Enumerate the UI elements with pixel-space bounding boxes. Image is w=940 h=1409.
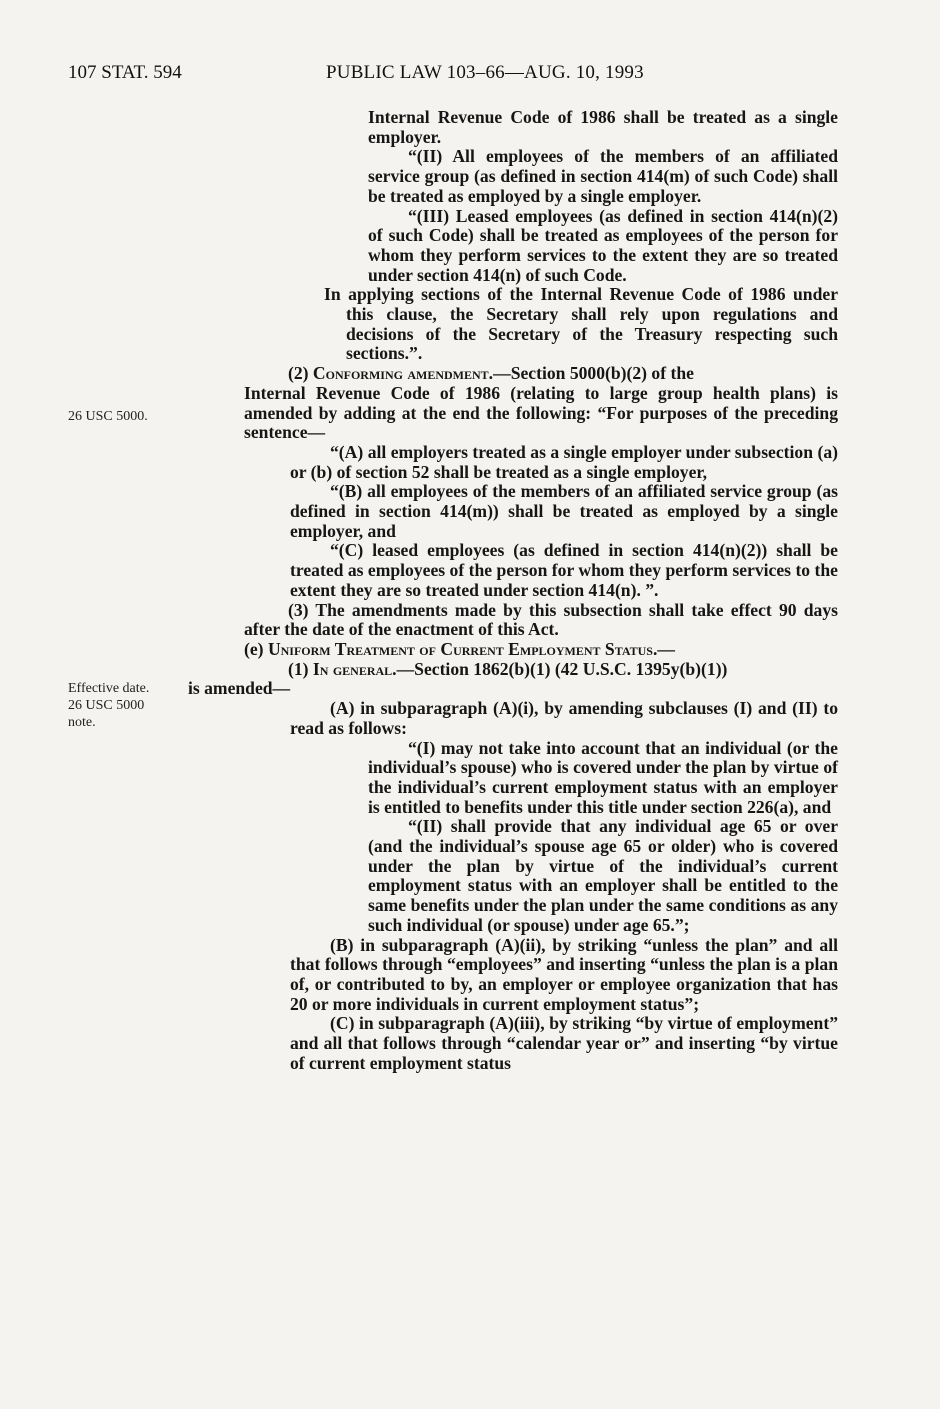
law-title: PUBLIC LAW 103–66—AUG. 10, 1993 (326, 62, 644, 83)
page-header (68, 62, 848, 90)
margin-note-text: 26 USC 5000. (68, 409, 148, 424)
paragraph: “(I) may not take into account that an individual (or the individual’s spouse) who is covered under the plan by virtue of the individual’s current employment status with an employer is entitled to benefits under this title under section 226(a), and (368, 737, 838, 817)
paragraph: (C) in subparagraph (A)(iii), by striking “by virtue of employment” and all that follows through “calendar year or” and inserting “by virtue of current employment status (290, 1013, 838, 1073)
paragraph: Internal Revenue Code of 1986 shall be treated as a single employer. (368, 107, 838, 147)
subsection-e-heading (244, 640, 838, 660)
paragraph-heading: Conforming amendment. (312, 363, 494, 384)
paragraph: In applying sections of the Internal Revenue Code of 1986 under this clause, the Secretary shall rely upon regulations and decisions of the Secretary of the Treasury respecting such sections.”. (324, 284, 838, 364)
in-general-lead (244, 660, 838, 680)
paragraph: (3) The amendments made by this subsection shall take effect 90 days after the date of the enactment of this Act. (244, 599, 838, 640)
paragraph: “(B) all employees of the members of an affiliated service group (as defined in section 414(m)) shall be treated as employed by a single employer, and (290, 481, 838, 541)
paragraph-heading: In general. (312, 658, 397, 679)
paragraph-lead-text: —Section 5000(b)(2) of the (493, 363, 694, 384)
stat-page-number: 107 STAT. 594 (68, 62, 182, 83)
margin-note-line: note. (68, 715, 96, 730)
paragraph-number: (1) (288, 658, 309, 679)
paragraph: “(III) Leased employees (as defined in section 414(n)(2) of such Code) shall be treated as employees of the person for whom they perform services to the extent they are so treated under section 414(n) of such Code. (368, 205, 838, 285)
paragraph: “(C) leased employees (as defined in section 414(n)(2)) shall be treated as employees of the person for whom they perform services to the extent they are so treated under section 414(n). ”. (290, 540, 838, 600)
paragraph: (A) in subparagraph (A)(i), by amending subclauses (I) and (II) to read as follows: (290, 698, 838, 738)
subsection-number: (e) (244, 638, 264, 659)
margin-note-line: 26 USC 5000 (68, 698, 145, 713)
paragraph: “(II) shall provide that any individual age 65 or over (and the individual’s spouse age 65 or older) who is covered under the plan by virtue of the individual’s current employment status with an employer shall be entitled to the same benefits under the plan under the same conditions as any such individual (or spouse) under age 65.”; (368, 816, 838, 935)
subsection-dash: — (657, 638, 675, 659)
subsection-heading: Uniform Treatment of Current Employment Status. (267, 638, 658, 659)
paragraph-number: (2) (288, 363, 309, 384)
paragraph: “(II) All employees of the members of an affiliated service group (as defined in section 414(m) of such Code) shall be treated as employed by a single employer. (368, 146, 838, 206)
statute-body (188, 107, 838, 1073)
paragraph: Internal Revenue Code of 1986 (relating to large group health plans) is amended by adding at the end the following: “For purposes of the preceding sentence— (244, 382, 838, 443)
paragraph: “(A) all employers treated as a single employer under subsection (a) or (b) of section 52 shall be treated as a single employer, (290, 441, 838, 482)
margin-note-line: Effective date. (68, 681, 150, 696)
paragraph-lead-text: —Section 1862(b)(1) (42 U.S.C. 1395y(b)(1)) (396, 658, 728, 679)
paragraph: is amended— (188, 678, 291, 699)
paragraph: (B) in subparagraph (A)(ii), by striking “unless the plan” and all that follows through “employees” and inserting “unless the plan is a plan of, or contributed to by, an employer or employee organization that has 20 or more individuals in current employment status”; (290, 934, 838, 1014)
margin-note-effective-date (68, 680, 149, 731)
margin-note-usc (68, 408, 148, 425)
conforming-amendment-lead (244, 364, 838, 384)
